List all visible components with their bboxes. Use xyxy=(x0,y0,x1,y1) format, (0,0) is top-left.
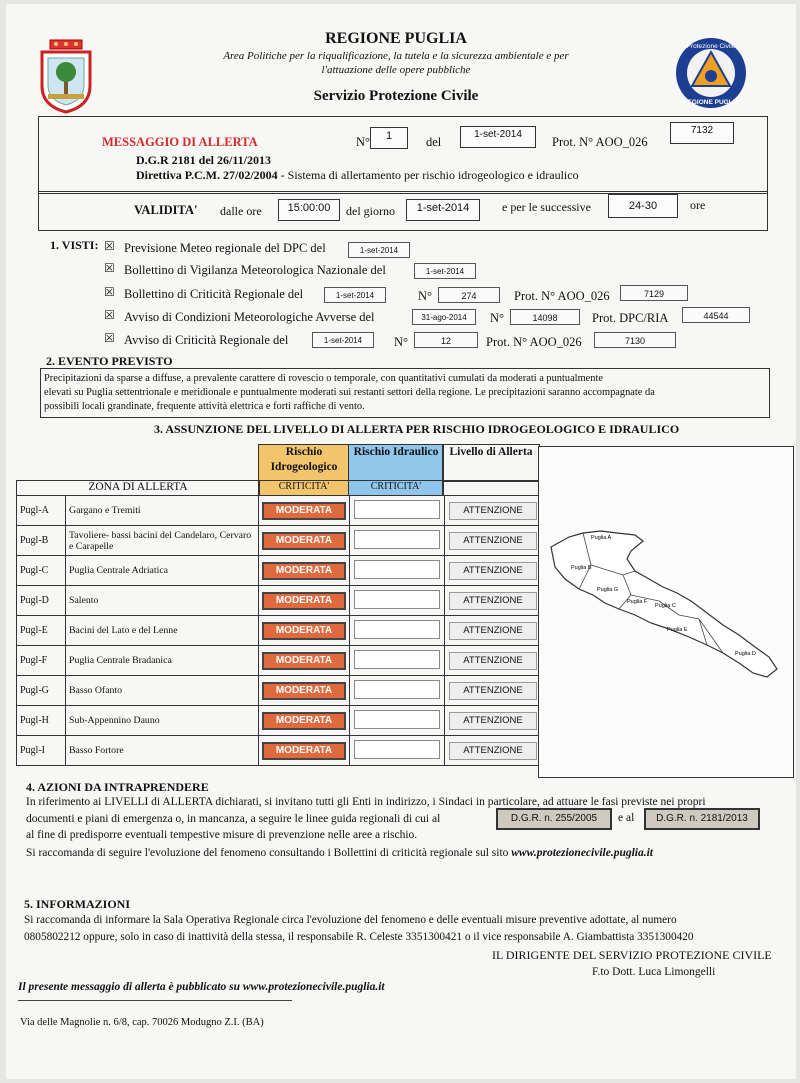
idraulico-empty-box xyxy=(354,500,440,519)
map-label-e: Puglia E xyxy=(667,627,688,633)
azioni-line-1: In riferimento ai LIVELLI di ALLERTA dichiarati, si invitano tutti gli Enti in indirizzo, i Sindaci in particolare, ad attuare le fasi previste nei propri xyxy=(26,796,706,808)
zone-code: Pugl-A xyxy=(17,496,66,526)
visti-item-1: Previsione Meteo regionale del DPC del xyxy=(124,241,326,255)
zone-name: Sub-Appennino Dauno xyxy=(66,706,259,736)
evento-box xyxy=(40,368,770,418)
map-label-d: Puglia D xyxy=(735,651,756,657)
zone-code: Pugl-H xyxy=(17,706,66,736)
assunzione-title: 3. ASSUNZIONE DEL LIVELLO DI ALLERTA PER RISCHIO IDROGEOLOGICO E IDRAULICO xyxy=(154,422,680,436)
azioni-title: 4. AZIONI DA INTRAPRENDERE xyxy=(26,780,209,794)
moderata-badge: MODERATA xyxy=(262,502,346,520)
zone-idrogeo-cell xyxy=(259,706,350,736)
idraulico-empty-box xyxy=(354,680,440,699)
visti-item-3-prot: 7129 xyxy=(620,285,688,301)
idraulico-empty-box xyxy=(354,620,440,639)
attenzione-badge: ATTENZIONE xyxy=(449,502,537,520)
visti-item-4-n-label: N° xyxy=(490,311,505,325)
zone-row xyxy=(17,526,542,556)
zone-idraulico-cell xyxy=(350,676,445,706)
zone-idrogeo-cell xyxy=(259,526,350,556)
map-label-f: Puglia F xyxy=(627,599,648,605)
visti-item-3-n: 274 xyxy=(438,287,500,303)
validity-hours: 24-30 xyxy=(608,194,678,218)
idraulico-empty-box xyxy=(354,650,440,669)
evento-line-3: possibili locali grandinate, frequente attività elettrica e forti raffiche di vento. xyxy=(44,401,365,412)
message-del-label: del xyxy=(426,135,442,149)
map-label-c: Puglia C xyxy=(655,603,676,609)
area-line-2: l'attuazione delle opere pubbliche xyxy=(321,64,471,76)
visti-item-5-prot-label: Prot. N° AOO_026 xyxy=(486,335,582,349)
col-idraulico-header xyxy=(348,444,444,482)
visti-checkbox-2: ☒ xyxy=(104,261,115,275)
col-idraulico-label: Rischio Idraulico xyxy=(353,446,439,458)
validity-time: 15:00:00 xyxy=(278,199,340,221)
region-title: REGIONE PUGLIA xyxy=(325,30,467,47)
zone-code: Pugl-I xyxy=(17,736,66,766)
zone-idraulico-cell xyxy=(350,616,445,646)
zone-livello-cell xyxy=(445,556,542,586)
informazioni-title: 5. INFORMAZIONI xyxy=(24,897,131,911)
azioni-line-4 xyxy=(26,846,653,861)
zone-livello-cell xyxy=(445,646,542,676)
idraulico-empty-box xyxy=(354,740,440,759)
zona-header: ZONA DI ALLERTA xyxy=(16,480,260,496)
message-n-label: N° xyxy=(356,135,371,149)
zone-name: Bacini del Lato e del Lenne xyxy=(66,616,259,646)
visti-checkbox-4: ☒ xyxy=(104,308,115,322)
zone-row xyxy=(17,736,542,766)
attenzione-badge: ATTENZIONE xyxy=(449,712,537,730)
moderata-badge: MODERATA xyxy=(262,742,346,760)
visti-item-3-n-label: N° xyxy=(418,289,433,303)
zone-idrogeo-cell xyxy=(259,616,350,646)
zone-idraulico-cell xyxy=(350,706,445,736)
visti-item-3-prot-label: Prot. N° AOO_026 xyxy=(514,289,610,303)
directive-bold: Direttiva P.C.M. 27/02/2004 xyxy=(136,168,278,182)
visti-item-5-n: 12 xyxy=(414,332,478,348)
zone-idraulico-cell xyxy=(350,496,445,526)
azioni-e-al: e al xyxy=(618,812,635,824)
zone-name: Gargano e Tremiti xyxy=(66,496,259,526)
directive-line xyxy=(136,168,579,183)
col-livello-label: Livello di Allerta xyxy=(449,446,533,458)
col-idrogeologico-label: Rischio Idrogeologico xyxy=(270,446,338,473)
attenzione-badge: ATTENZIONE xyxy=(449,682,537,700)
zone-idrogeo-cell xyxy=(259,736,350,766)
attenzione-badge: ATTENZIONE xyxy=(449,532,537,550)
zone-livello-cell xyxy=(445,496,542,526)
moderata-badge: MODERATA xyxy=(262,592,346,610)
visti-item-1-date: 1-set-2014 xyxy=(348,242,410,258)
zone-idraulico-cell xyxy=(350,736,445,766)
zone-idraulico-cell xyxy=(350,556,445,586)
puglia-map-panel xyxy=(538,446,794,778)
visti-item-4-prot-label: Prot. DPC/RIA xyxy=(592,311,669,325)
zone-idrogeo-cell xyxy=(259,676,350,706)
zone-code: Pugl-C xyxy=(17,556,66,586)
moderata-badge: MODERATA xyxy=(262,682,346,700)
zone-name: Puglia Centrale Adriatica xyxy=(66,556,259,586)
visti-checkbox-1: ☒ xyxy=(104,239,115,253)
protezione-civile-logo xyxy=(674,36,748,110)
visti-item-5: Avviso di Criticità Regionale del xyxy=(124,333,289,347)
message-date: 1-set-2014 xyxy=(460,126,536,148)
visti-item-4: Avviso di Condizioni Meteorologiche Avverse del xyxy=(124,310,375,324)
zone-row xyxy=(17,616,542,646)
zone-code: Pugl-D xyxy=(17,586,66,616)
zone-name: Salento xyxy=(66,586,259,616)
validity-ore: ore xyxy=(690,198,706,212)
zone-livello-cell xyxy=(445,736,542,766)
signature-title: IL DIRIGENTE DEL SERVIZIO PROTEZIONE CIVILE xyxy=(492,948,772,962)
zone-idrogeo-cell xyxy=(259,496,350,526)
validity-next-label: e per le successive xyxy=(502,200,591,214)
zone-livello-cell xyxy=(445,616,542,646)
attenzione-badge: ATTENZIONE xyxy=(449,592,537,610)
message-prot-value: 7132 xyxy=(670,122,734,144)
zone-name: Puglia Centrale Bradanica xyxy=(66,646,259,676)
idraulico-empty-box xyxy=(354,530,440,549)
footer-divider xyxy=(18,1000,292,1001)
col-idrogeologico-header xyxy=(258,444,350,482)
visti-item-5-prot: 7130 xyxy=(594,332,676,348)
attenzione-badge: ATTENZIONE xyxy=(449,742,537,760)
region-coat-of-arms-logo xyxy=(36,38,96,114)
idraulico-empty-box xyxy=(354,590,440,609)
criticita-label-idrogeo: CRITICITA' xyxy=(258,480,350,496)
zone-row xyxy=(17,586,542,616)
zone-idrogeo-cell xyxy=(259,556,350,586)
zone-livello-cell xyxy=(445,706,542,736)
map-label-b: Puglia B xyxy=(571,565,592,571)
informazioni-line-1: Si raccomanda di informare la Sala Operativa Regionale circa l'evoluzione del fenomeno e delle eventuali misure preventive adottate, al numero xyxy=(24,914,677,926)
map-label-g: Puglia G xyxy=(597,587,619,593)
col-livello-header xyxy=(442,444,540,482)
moderata-badge: MODERATA xyxy=(262,622,346,640)
zone-idrogeo-cell xyxy=(259,586,350,616)
zone-livello-cell xyxy=(445,676,542,706)
signature-name: F.to Dott. Luca Limongelli xyxy=(592,966,716,978)
azioni-line-3: al fine di predisporre eventuali tempestive misure di prevenzione nelle aree a rischio. xyxy=(26,829,418,841)
azioni-line-2: documenti e piani di emergenza o, in mancanza, a seguire le linee guida regionali di cui al xyxy=(26,813,441,825)
published-note: Il presente messaggio di allerta è pubblicato su www.protezionecivile.puglia.it xyxy=(18,981,385,993)
visti-item-4-date: 31-ago-2014 xyxy=(412,309,476,325)
message-prot-label: Prot. N° AOO_026 xyxy=(552,135,648,149)
evento-line-1: Precipitazioni da sparse a diffuse, a prevalente carattere di rovescio o temporale, con quantitativi cumulati da moderati a puntualmente xyxy=(44,373,603,384)
message-n-value: 1 xyxy=(370,127,408,149)
zone-idrogeo-cell xyxy=(259,646,350,676)
directive-rest: - Sistema di allertamento per rischio idrogeologico e idraulico xyxy=(277,168,579,182)
moderata-badge: MODERATA xyxy=(262,562,346,580)
logo-text-bottom: REGIONE PUGLIA xyxy=(682,99,740,106)
zone-livello-cell xyxy=(445,586,542,616)
map-label-a: Puglia A xyxy=(591,535,612,541)
service-title: Servizio Protezione Civile xyxy=(313,88,479,104)
puglia-map xyxy=(539,447,793,777)
informazioni-line-2: 0805802212 oppure, solo in caso di inattività della stessa, il responsabile R. Celeste 3351300421 o il vice responsabile A. Giambattista 3351300420 xyxy=(24,931,694,943)
zone-name: Basso Fortore xyxy=(66,736,259,766)
zone-idraulico-cell xyxy=(350,526,445,556)
attenzione-badge: ATTENZIONE xyxy=(449,622,537,640)
zone-livello-cell xyxy=(445,526,542,556)
footer-address: Via delle Magnolie n. 6/8, cap. 70026 Modugno Z.I. (BA) xyxy=(20,1017,264,1028)
moderata-badge: MODERATA xyxy=(262,652,346,670)
validity-from-label: dalle ore xyxy=(220,204,262,218)
zone-name: Tavoliere- bassi bacini del Candelaro, Cervaro e Carapelle xyxy=(66,526,259,556)
area-line-1: Area Politiche per la riqualificazione, la tutela e la sicurezza ambientale e per xyxy=(223,50,569,62)
visti-item-3-date: 1-set-2014 xyxy=(324,287,386,303)
validity-label: VALIDITA' xyxy=(134,203,198,217)
zone-row xyxy=(17,646,542,676)
zone-idraulico-cell xyxy=(350,586,445,616)
evento-line-2: elevati su Puglia settentrionale e meridionale e puntualmente moderati sui restanti settori della regione. Le precipitazioni saranno accompagnate da xyxy=(44,387,655,398)
logo-text-top: Protezione Civile xyxy=(686,43,736,50)
zone-code: Pugl-B xyxy=(17,526,66,556)
zone-row xyxy=(17,706,542,736)
validity-date: 1-set-2014 xyxy=(406,199,480,221)
zone-idraulico-cell xyxy=(350,646,445,676)
moderata-badge: MODERATA xyxy=(262,532,346,550)
visti-checkbox-5: ☒ xyxy=(104,331,115,345)
zone-code: Pugl-G xyxy=(17,676,66,706)
dgr-line: D.G.R 2181 del 26/11/2013 xyxy=(136,153,272,167)
attenzione-badge: ATTENZIONE xyxy=(449,652,537,670)
zone-row xyxy=(17,496,542,526)
livello-sub-empty xyxy=(442,480,540,496)
idraulico-empty-box xyxy=(354,560,440,579)
visti-title: 1. VISTI: xyxy=(50,238,99,252)
zone-table xyxy=(16,495,542,766)
visti-item-2-date: 1-set-2014 xyxy=(414,263,476,279)
zone-code: Pugl-E xyxy=(17,616,66,646)
visti-item-5-date: 1-set-2014 xyxy=(312,332,374,348)
validity-day-label: del giorno xyxy=(346,204,395,218)
alert-document xyxy=(6,4,796,1079)
zone-code: Pugl-F xyxy=(17,646,66,676)
visti-item-4-prot: 44544 xyxy=(682,307,750,323)
dgr-255-badge: D.G.R. n. 255/2005 xyxy=(496,808,612,830)
visti-item-4-n: 14098 xyxy=(510,309,580,325)
idraulico-empty-box xyxy=(354,710,440,729)
message-title: MESSAGGIO DI ALLERTA xyxy=(102,135,258,149)
visti-checkbox-3: ☒ xyxy=(104,285,115,299)
criticita-label-idraulico: CRITICITA' xyxy=(348,480,444,496)
evento-title: 2. EVENTO PREVISTO xyxy=(46,354,173,368)
visti-item-5-n-label: N° xyxy=(394,335,409,349)
zone-row xyxy=(17,676,542,706)
visti-item-2: Bollettino di Vigilanza Meteorologica Nazionale del xyxy=(124,263,386,277)
zone-name: Basso Ofanto xyxy=(66,676,259,706)
dgr-2181-badge: D.G.R. n. 2181/2013 xyxy=(644,808,760,830)
zone-row xyxy=(17,556,542,586)
moderata-badge: MODERATA xyxy=(262,712,346,730)
attenzione-badge: ATTENZIONE xyxy=(449,562,537,580)
azioni-site-link[interactable]: www.protezionecivile.puglia.it xyxy=(511,847,653,859)
azioni-line-4-text: Si raccomanda di seguire l'evoluzione del fenomeno consultando i Bollettini di criticità regionale sul sito xyxy=(26,847,512,859)
visti-item-3: Bollettino di Criticità Regionale del xyxy=(124,287,304,301)
